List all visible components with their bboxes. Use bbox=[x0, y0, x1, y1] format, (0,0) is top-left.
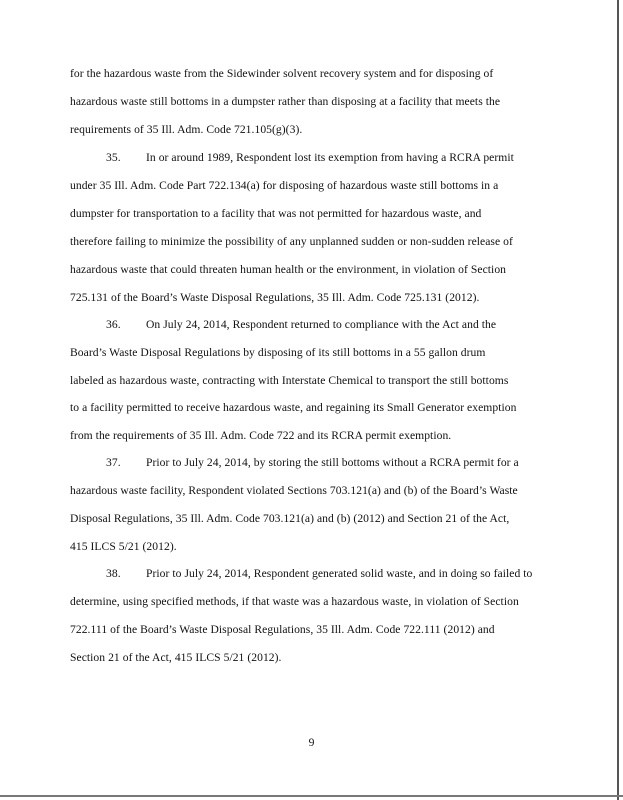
text-line: 722.111 of the Board’s Waste Disposal Regulations, 35 Ill. Adm. Code 722.111 (2012) and bbox=[70, 623, 495, 636]
paragraph-number: 38. bbox=[106, 567, 121, 580]
text-line: hazardous waste facility, Respondent violated Sections 703.121(a) and (b) of the Board’s Waste bbox=[70, 484, 518, 497]
text-line: therefore failing to minimize the possibility of any unplanned sudden or non-sudden release of bbox=[70, 235, 513, 248]
text-line: Section 21 of the Act, 415 ILCS 5/21 (2012). bbox=[70, 651, 282, 664]
text-line: labeled as hazardous waste, contracting with Interstate Chemical to transport the still bottoms bbox=[70, 374, 509, 387]
text-line: under 35 Ill. Adm. Code Part 722.134(a) for disposing of hazardous waste still bottoms in a bbox=[70, 179, 499, 192]
paragraph-number: 37. bbox=[106, 456, 121, 469]
text-line: dumpster for transportation to a facility that was not permitted for hazardous waste, and bbox=[70, 207, 482, 220]
text-line: 415 ILCS 5/21 (2012). bbox=[70, 540, 177, 553]
text-line: requirements of 35 Ill. Adm. Code 721.105(g)(3). bbox=[70, 123, 303, 136]
text-line: for the hazardous waste from the Sidewinder solvent recovery system and for disposing of bbox=[70, 67, 494, 80]
scan-edge-divider bbox=[0, 795, 623, 797]
text-line: Disposal Regulations, 35 Ill. Adm. Code 703.121(a) and (b) (2012) and Section 21 of the Act, bbox=[70, 512, 510, 525]
text-line: hazardous waste that could threaten human health or the environment, in violation of Section bbox=[70, 263, 507, 276]
paragraph-36-first-line bbox=[106, 318, 496, 332]
scan-edge-divider bbox=[617, 0, 619, 800]
text-line: from the requirements of 35 Ill. Adm. Code 722 and its RCRA permit exemption. bbox=[70, 429, 452, 442]
paragraph-text: Prior to July 24, 2014, by storing the still bottoms without a RCRA permit for a bbox=[146, 456, 519, 469]
text-line: determine, using specified methods, if that waste was a hazardous waste, in violation of Section bbox=[70, 595, 519, 608]
text-line: hazardous waste still bottoms in a dumpster rather than disposing at a facility that meets the bbox=[70, 95, 501, 108]
paragraph-text: On July 24, 2014, Respondent returned to compliance with the Act and the bbox=[146, 318, 497, 331]
paragraph-35-first-line bbox=[106, 151, 514, 165]
paragraph-37-first-line bbox=[106, 456, 519, 470]
page-number: 9 bbox=[308, 736, 315, 749]
paragraph-number: 36. bbox=[106, 318, 121, 331]
text-line: Board’s Waste Disposal Regulations by disposing of its still bottoms in a 55 gallon drum bbox=[70, 346, 486, 359]
text-line: to a facility permitted to receive hazardous waste, and regaining its Small Generator exemption bbox=[70, 401, 517, 414]
text-line: 725.131 of the Board’s Waste Disposal Regulations, 35 Ill. Adm. Code 725.131 (2012). bbox=[70, 291, 480, 304]
paragraph-text: In or around 1989, Respondent lost its exemption from having a RCRA permit bbox=[146, 151, 514, 164]
paragraph-text: Prior to July 24, 2014, Respondent generated solid waste, and in doing so failed to bbox=[146, 567, 533, 580]
paragraph-38-first-line bbox=[106, 567, 532, 581]
paragraph-number: 35. bbox=[106, 151, 121, 164]
